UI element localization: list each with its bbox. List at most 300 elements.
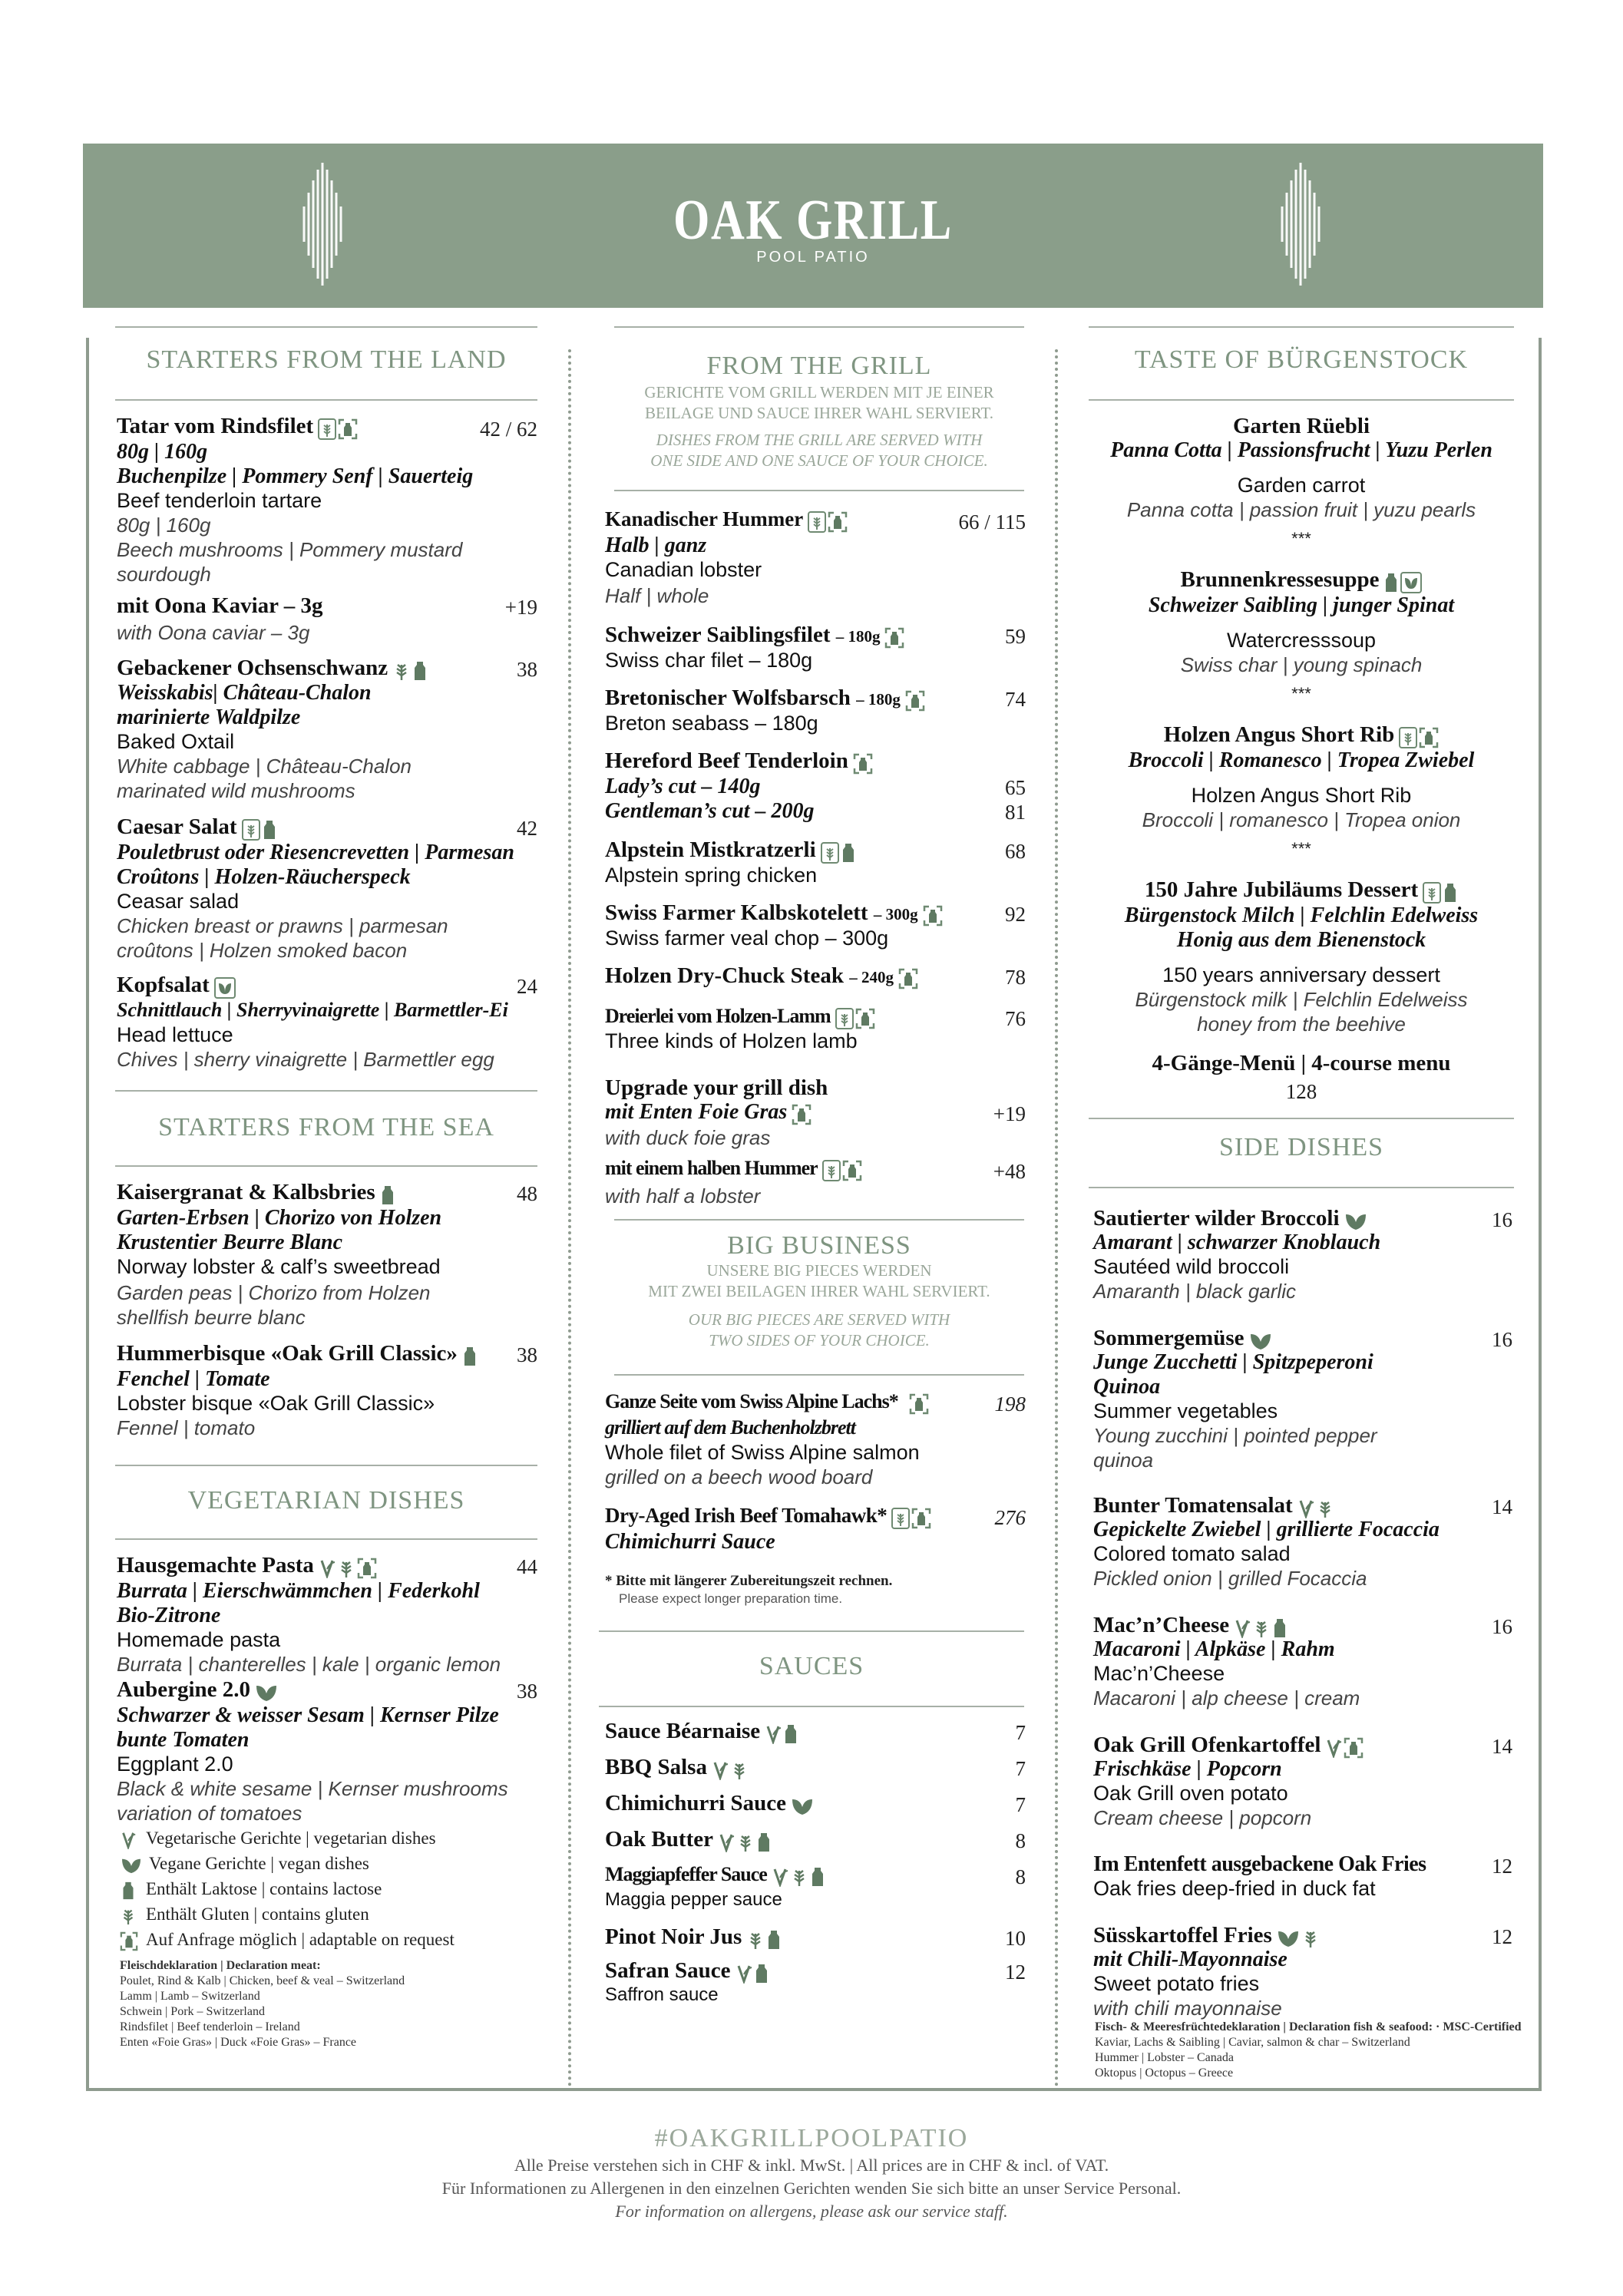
sauce-price: 10 (1005, 1927, 1026, 1950)
allergen-icons (745, 1926, 782, 1951)
fish-declaration: Oktopus | Octopus – Greece (1095, 2066, 1234, 2080)
section-rule (115, 326, 537, 328)
dish-en: Baked Oxtail (117, 730, 235, 753)
dish-price: 198 (994, 1392, 1026, 1416)
menu-price: 128 (1285, 1080, 1317, 1103)
dish-desc: Panna Cotta | Passionsfrucht | Yuzu Perlen (1110, 438, 1492, 462)
allergen-icons (316, 415, 358, 440)
adaptable-icon (792, 1104, 812, 1125)
adaptable-icon (357, 1558, 377, 1579)
section-rule (1089, 1187, 1514, 1188)
dish-en: Sautéed wild broccoli (1093, 1255, 1290, 1278)
dish-en: Three kinds of Holzen lamb (605, 1029, 858, 1052)
dish-en-desc: Garden peas | Chorizo from Holzen (117, 1281, 431, 1304)
section-title-sea: STARTERS FROM THE SEA (158, 1113, 494, 1141)
section-title-taste: TASTE OF BÜRGENSTOCK (1134, 345, 1469, 374)
sauce-price: 8 (1015, 1829, 1026, 1852)
dish-en-desc: variation of tomatoes (117, 1802, 302, 1825)
dish-en-desc: grilled on a beech wood board (605, 1465, 873, 1488)
dish-price: 78 (1005, 966, 1026, 989)
dish-en: Head lettuce (117, 1023, 233, 1046)
gluten-icon (821, 842, 839, 864)
wheat-icon (1252, 1617, 1271, 1639)
dish-en-desc: Bürgenstock milk | Felchlin Edelweiss (1135, 988, 1468, 1011)
dish-desc: Quinoa (1093, 1375, 1161, 1399)
adaptable-icon (909, 1393, 929, 1415)
section-rule (1089, 326, 1514, 328)
adaptable-icon (884, 627, 904, 649)
lactose-icon (756, 1832, 772, 1853)
sauce-price: 8 (1015, 1865, 1026, 1888)
footnote-en: Please expect longer preparation time. (619, 1591, 843, 1606)
allergen-icons (391, 657, 428, 682)
section-rule (115, 1090, 537, 1092)
allergen-icons (1232, 1614, 1287, 1639)
dish-desc: Macaroni | Alpkäse | Rahm (1093, 1637, 1335, 1661)
adaptable-icon (898, 968, 918, 989)
dish-en: Summer vegetables (1093, 1399, 1278, 1422)
dish-en: Colored tomato salad (1093, 1542, 1291, 1565)
sauce-en: Saffron sauce (605, 1984, 719, 2005)
dish-en-desc: with duck foie gras (605, 1126, 771, 1149)
allergen-icons (834, 1006, 875, 1029)
big-note: MIT ZWEI BEILAGEN IHRER WAHL SERVIERT. (648, 1282, 990, 1300)
dish-price: +19 (504, 596, 537, 619)
dish-en: Beef tenderloin tartare (117, 489, 322, 512)
legend-vegan: Vegane Gerichte | vegan dishes (120, 1854, 369, 1875)
lactose-icon (754, 1963, 769, 1984)
dish-price: 66 / 115 (958, 510, 1026, 534)
dish-name: Bretonischer Wolfsbarsch – 180g (605, 686, 925, 712)
vegetarian-icon (765, 1724, 782, 1744)
allergen-icons (921, 902, 943, 927)
dish-desc: Weisskabis| Château-Chalon (117, 681, 372, 705)
dish-price: 65 (1005, 776, 1026, 799)
dish-en: 150 years anniversary dessert (1162, 963, 1440, 986)
sauce-name: BBQ Salsa (605, 1756, 749, 1781)
dish-en: Ceasar salad (117, 890, 240, 913)
dish-price: 276 (994, 1506, 1026, 1529)
sauce-price: 12 (1005, 1961, 1026, 1984)
leaf-icon (791, 1796, 814, 1816)
dish-price: 16 (1492, 1328, 1512, 1351)
dish-price: 24 (517, 975, 537, 998)
dish-name: Dreierlei vom Holzen-Lamm (605, 1006, 875, 1029)
dish-price: 38 (517, 658, 537, 681)
lactose-icon (1443, 882, 1458, 904)
dish-price: 14 (1492, 1735, 1512, 1758)
wheat-icon (790, 1866, 808, 1888)
gluten-icon (318, 418, 336, 440)
leaf-icon (255, 1683, 278, 1703)
restaurant-title: OAK GRILL (673, 189, 953, 252)
dish-price: 68 (1005, 840, 1026, 863)
dish-en: Breton seabass – 180g (605, 712, 818, 735)
dish-name: mit einem halben Hummer (605, 1158, 862, 1181)
dish-desc: Amarant | schwarzer Knoblauch (1093, 1231, 1381, 1254)
header-banner (83, 144, 1543, 308)
dish-name: Mac’n’Cheese (1093, 1614, 1287, 1639)
gluten-icon (242, 819, 260, 841)
footnote-de: * Bitte mit längerer Zubereitungszeit rechnen. (605, 1573, 893, 1589)
sauce-name: Safran Sauce (605, 1959, 769, 1984)
dish-en-desc: Fennel | tomato (117, 1416, 256, 1439)
sauce-name: Oak Butter (605, 1828, 772, 1853)
grill-note-en: ONE SIDE AND ONE SAUCE OF YOUR CHOICE. (650, 451, 988, 470)
dish-en-desc: Chives | sherry vinaigrette | Barmettler egg (117, 1048, 494, 1071)
lactose-icon (262, 819, 277, 841)
dish-desc: Krustentier Beurre Blanc (117, 1231, 343, 1254)
dish-price: 92 (1005, 903, 1026, 926)
footer-allergen-note-en: For information on allergens, please ask our service staff. (615, 2202, 1008, 2221)
dish-name: Kopfsalat (117, 973, 236, 999)
sauce-name: Sauce Béarnaise (605, 1720, 798, 1745)
section-rule (614, 1219, 1024, 1221)
dish-price: 16 (1492, 1615, 1512, 1638)
vegetarian-icon (319, 1558, 336, 1578)
big-note-en: OUR BIG PIECES ARE SERVED WITH (688, 1310, 950, 1329)
dish-en: Swiss farmer veal chop – 300g (605, 927, 889, 950)
dish-en: Sweet potato fries (1093, 1972, 1260, 1995)
dish-name: Kaisergranat & Kalbsbries (117, 1181, 395, 1206)
dish-en-desc: Panna cotta | passion fruit | yuzu pearls (1126, 498, 1476, 521)
adaptable-icon (842, 1160, 862, 1181)
allergen-icons (317, 1554, 377, 1579)
grill-note: BEILAGE UND SAUCE IHRER WAHL SERVIERT. (645, 404, 993, 422)
dish-en-desc: Beech mushrooms | Pommery mustard (117, 538, 463, 561)
dish-desc: mit Chili-Mayonnaise (1093, 1947, 1287, 1971)
dish-en: Mac’n’Cheese (1093, 1662, 1225, 1685)
separator-stars: *** (1291, 839, 1311, 858)
dish-en-desc: marinated wild mushrooms (117, 779, 355, 802)
dish-desc: Lady’s cut – 140g (605, 775, 761, 798)
dish-desc: Halb | ganz (605, 534, 707, 557)
wheat-icon (1301, 1928, 1320, 1949)
allergen-icons (716, 1829, 772, 1853)
dish-name: Ganze Seite vom Swiss Alpine Lachs* (605, 1391, 929, 1415)
dish-name: Holzen Angus Short Rib (1089, 723, 1514, 748)
dish-en-desc: Young zucchini | pointed pepper (1093, 1424, 1377, 1447)
dish-name: Dry-Aged Irish Beef Tomahawk* (605, 1505, 931, 1529)
upgrade-title: Upgrade your grill dish (605, 1075, 828, 1100)
meat-declaration: Schwein | Pork – Switzerland (120, 2005, 265, 2018)
separator-stars: *** (1291, 529, 1311, 548)
hashtag: #OAKGRILLPOOLPATIO (654, 2124, 969, 2152)
allergen-icons (907, 1392, 929, 1415)
dish-en-desc: Amaranth | black garlic (1093, 1280, 1296, 1303)
dish-desc: Schweizer Saibling | junger Spinat (1148, 593, 1455, 617)
gluten-icon (835, 1008, 854, 1029)
allergen-icons (378, 1181, 395, 1206)
meat-declaration: Lamm | Lamb – Switzerland (120, 1990, 260, 2003)
adaptable-icon (905, 690, 925, 712)
leaf-icon (120, 1856, 143, 1875)
wheat-icon (337, 1558, 355, 1579)
adaptable-icon (911, 1508, 931, 1529)
lactose-icon (841, 842, 856, 864)
section-title-sauces: SAUCES (759, 1652, 864, 1680)
dish-en: Norway lobster & calf’s sweetbread (117, 1255, 441, 1278)
allergen-icons (734, 1960, 769, 1984)
section-rule (599, 1630, 1024, 1632)
dish-name: Hereford Beef Tenderloin (605, 749, 873, 775)
dish-en-desc: Swiss char | young spinach (1180, 653, 1423, 676)
allergen-icons (1296, 1495, 1334, 1519)
dish-name: Aubergine 2.0 (117, 1678, 278, 1703)
adaptable-icon (855, 1008, 875, 1029)
dish-en-desc: Burrata | chanterelles | kale | organic lemon (117, 1653, 501, 1676)
adaptable-icon (923, 905, 943, 927)
dish-desc: Frischkäse | Popcorn (1093, 1757, 1282, 1781)
vegetarian-icon (1297, 1498, 1314, 1518)
section-rule (1089, 399, 1514, 401)
adaptable-icon (1344, 1737, 1364, 1759)
dish-en: Watercresssoup (1226, 629, 1377, 652)
leaf-icon (1344, 1211, 1367, 1231)
allergen-icons (213, 974, 236, 999)
legend-lactose: Enthält Laktose | contains lactose (120, 1879, 382, 1901)
wheat-icon (120, 1906, 137, 1926)
dish-en-desc: Chicken breast or prawns | parmesan (117, 914, 448, 937)
dish-name: Bunter Tomatensalat (1093, 1494, 1334, 1519)
sauce-name: Maggiapfeffer Sauce (605, 1864, 825, 1888)
allergen-icons (253, 1679, 278, 1703)
adaptable-icon (338, 418, 358, 440)
dish-name: Garten Rüebli (1232, 414, 1370, 438)
separator-stars: *** (1291, 684, 1311, 703)
sauce-price: 7 (1015, 1721, 1026, 1744)
allergen-icons (789, 1792, 814, 1817)
dish-en-desc: with chili mayonnaise (1093, 1997, 1282, 2020)
adaptable-icon (1419, 727, 1439, 748)
lactose-icon (1383, 572, 1399, 593)
leaf-icon (1249, 1331, 1272, 1351)
dish-en: Eggplant 2.0 (117, 1753, 233, 1776)
allergen-icons (1275, 1924, 1320, 1949)
dish-name: Oak Grill Ofenkartoffel (1093, 1733, 1364, 1759)
sauce-en: Maggia pepper sauce (605, 1889, 782, 1910)
allergen-icons (904, 687, 925, 712)
vegetarian-icon (120, 1831, 137, 1849)
dish-desc: bunte Tomaten (117, 1728, 250, 1752)
section-rule (614, 326, 1024, 328)
allergen-icons (1248, 1327, 1272, 1352)
lactose-icon (1272, 1617, 1287, 1639)
legend-adaptable: Auf Anfrage möglich | adaptable on request (120, 1930, 455, 1951)
dish-name: Gebackener Ochsenschwanz (117, 656, 428, 682)
dish-desc: Honig aus dem Bienenstock (1176, 928, 1426, 952)
dish-name: Im Entenfett ausgebackene Oak Fries (1093, 1852, 1426, 1876)
dish-price: +19 (993, 1102, 1026, 1125)
dish-name: Sautierter wilder Broccoli (1093, 1207, 1367, 1232)
dish-desc: Croûtons | Holzen-Räucherspeck (117, 865, 411, 889)
gluten-icon (1399, 727, 1417, 748)
vegetarian-icon (1234, 1618, 1251, 1638)
adaptable-icon (120, 1931, 138, 1951)
allergen-icons (1343, 1207, 1367, 1232)
dish-en: Swiss char filet – 180g (605, 649, 813, 672)
dish-en: Garden carrot (1237, 474, 1366, 497)
vegetarian-icon (712, 1760, 729, 1780)
section-title-land: STARTERS FROM THE LAND (146, 345, 507, 374)
column-divider (1055, 349, 1058, 2088)
dish-desc: 80g | 160g (117, 440, 208, 464)
allergen-icons (1397, 724, 1439, 748)
fish-declaration-title: Fisch- & Meeresfrüchtedeklaration | Declaration fish & seafood: · MSC-Certified (1095, 2020, 1522, 2033)
dish-name: Sommergemüse (1093, 1326, 1272, 1352)
vegan-icon (1400, 572, 1422, 593)
allergen-icons (1382, 569, 1422, 593)
allergen-icons (1421, 879, 1458, 904)
dish-desc: Pouletbrust oder Riesencrevetten | Parmesan (117, 841, 514, 864)
dish-en: Canadian lobster (605, 558, 762, 581)
dish-en: Homemade pasta (117, 1628, 281, 1651)
section-rule (115, 1538, 537, 1540)
vegetarian-icon (735, 1964, 752, 1984)
dish-en-desc: Black & white sesame | Kernser mushrooms (117, 1777, 508, 1800)
restaurant-subtitle: POOL PATIO (756, 249, 870, 266)
vegetarian-icon (718, 1832, 735, 1852)
lactose-icon (412, 660, 428, 682)
dish-en-desc: Broccoli | romanesco | Tropea onion (1142, 808, 1461, 831)
allergen-icons (1324, 1734, 1364, 1759)
allergen-icons (819, 839, 856, 864)
dish-price: 76 (1005, 1007, 1026, 1030)
vegan-icon (214, 977, 236, 999)
sauce-price: 7 (1015, 1757, 1026, 1780)
dish-price: +48 (993, 1160, 1026, 1183)
legend-vegetarian: Vegetarische Gerichte | vegetarian dishes (120, 1829, 436, 1849)
grill-note-en: DISHES FROM THE GRILL ARE SERVED WITH (656, 431, 983, 449)
dish-name: Schweizer Saiblingsfilet – 180g (605, 623, 904, 649)
wheat-icon (736, 1832, 755, 1853)
dish-price: 38 (517, 1343, 537, 1366)
dish-en: Oak fries deep-fried in duck fat (1093, 1877, 1376, 1900)
vegetarian-icon (772, 1867, 788, 1887)
section-rule (115, 399, 537, 401)
allergen-icons (763, 1720, 798, 1745)
dish-en-desc: shellfish beurre blanc (117, 1306, 306, 1329)
sauce-price: 7 (1015, 1793, 1026, 1816)
allergen-icons (821, 1158, 862, 1181)
dish-price: 12 (1492, 1855, 1512, 1878)
dish-en-desc: 80g | 160g (117, 514, 211, 537)
leaf-icon (1277, 1928, 1300, 1948)
dish-name: mit Oona Kaviar – 3g (117, 593, 323, 618)
section-rule (614, 1374, 1024, 1376)
meat-declaration: Enten «Foie Gras» | Duck «Foie Gras» – France (120, 2036, 357, 2049)
lactose-icon (120, 1881, 137, 1901)
dish-price: 59 (1005, 625, 1026, 648)
dish-name: Tatar vom Rindsfilet (117, 415, 358, 440)
dish-name: Brunnenkressesuppe (1089, 568, 1514, 593)
section-rule (1089, 1118, 1514, 1119)
allergen-icons (897, 965, 918, 989)
dish-en: Lobster bisque «Oak Grill Classic» (117, 1392, 435, 1415)
lactose-icon (766, 1929, 782, 1951)
dish-desc: marinierte Waldpilze (117, 705, 301, 729)
dish-name: Holzen Dry-Chuck Steak – 240g (605, 964, 918, 989)
dish-en-desc: Pickled onion | grilled Focaccia (1093, 1567, 1367, 1590)
section-title-veg: VEGETARIAN DISHES (187, 1486, 465, 1515)
dish-price: 16 (1492, 1208, 1512, 1231)
allergen-icons (883, 624, 904, 649)
section-title-big-business: BIG BUSINESS (727, 1231, 911, 1260)
dish-desc: Fenchel | Tomate (117, 1367, 270, 1391)
lactose-icon (810, 1866, 825, 1888)
fish-declaration: Kaviar, Lachs & Saibling | Caviar, salmon & char – Switzerland (1095, 2036, 1410, 2049)
adaptable-icon (828, 511, 848, 533)
section-rule (115, 1165, 537, 1167)
dish-name: Swiss Farmer Kalbskotelett – 300g (605, 901, 943, 927)
allergen-icons (790, 1102, 812, 1125)
section-title-grill: FROM THE GRILL (706, 352, 932, 380)
dish-en: Holzen Angus Short Rib (1191, 784, 1412, 807)
allergen-icons (240, 816, 277, 841)
dish-desc: Junge Zucchetti | Spitzpeperoni (1093, 1350, 1373, 1374)
footer-price-note: Alle Preise verstehen sich in CHF & inkl. MwSt. | All prices are in CHF & incl. of VAT. (514, 2156, 1109, 2175)
dish-desc: Burrata | Eierschwämmchen | Federkohl (117, 1579, 480, 1603)
big-note-en: TWO SIDES OF YOUR CHOICE. (709, 1331, 930, 1350)
dish-price: 81 (1005, 801, 1026, 824)
fish-declaration: Hummer | Lobster – Canada (1095, 2051, 1234, 2064)
sauce-name: Pinot Noir Jus (605, 1925, 782, 1951)
dish-price: 48 (517, 1182, 537, 1205)
gluten-icon (891, 1508, 910, 1529)
gluten-icon (1423, 882, 1441, 904)
dish-desc: Bio-Zitrone (117, 1604, 221, 1627)
dish-name: Hausgemachte Pasta (117, 1554, 377, 1579)
dish-en-desc: Cream cheese | popcorn (1093, 1806, 1312, 1829)
dish-name: Kanadischer Hummer (605, 508, 848, 533)
dish-en-desc: sourdough (117, 563, 211, 586)
dish-price: 44 (517, 1555, 537, 1578)
dish-en-desc: with Oona caviar – 3g (117, 621, 310, 644)
dish-desc: mit Enten Foie Gras (605, 1101, 812, 1125)
dish-en: Oak Grill oven potato (1093, 1782, 1288, 1805)
dish-name: Süsskartoffel Fries (1093, 1924, 1320, 1949)
grill-note: GERICHTE VOM GRILL WERDEN MIT JE EINER (644, 383, 994, 401)
dish-name: 150 Jahre Jubiläums Dessert (1089, 878, 1514, 904)
section-rule (599, 1706, 1024, 1707)
legend-gluten: Enthält Gluten | contains gluten (120, 1905, 369, 1926)
allergen-icons (890, 1505, 931, 1529)
meat-declaration: Poulet, Rind & Kalb | Chicken, beef & veal – Switzerland (120, 1974, 405, 1987)
dish-en-desc: croûtons | Holzen smoked bacon (117, 939, 408, 962)
dish-price: 42 (517, 817, 537, 840)
dish-en: Whole filet of Swiss Alpine salmon (605, 1441, 920, 1464)
dish-name: Caesar Salat (117, 815, 277, 841)
right-emblem-icon (1273, 159, 1328, 289)
lactose-icon (783, 1723, 798, 1745)
dish-price: 38 (517, 1680, 537, 1703)
dish-name: Hummerbisque «Oak Grill Classic» (117, 1342, 478, 1367)
dish-desc: Broccoli | Romanesco | Tropea Zwiebel (1128, 748, 1475, 772)
meat-declaration-title: Fleischdeklaration | Declaration meat: (120, 1959, 321, 1972)
lactose-icon (380, 1184, 395, 1206)
wheat-icon (392, 660, 411, 682)
allergen-icons (851, 750, 873, 775)
dish-name: Alpstein Mistkratzerli (605, 838, 856, 864)
sauce-name: Chimichurri Sauce (605, 1792, 814, 1817)
meat-declaration: Rindsfilet | Beef tenderloin – Ireland (120, 2020, 300, 2033)
column-divider (568, 349, 571, 2088)
dish-price: 12 (1492, 1925, 1512, 1948)
wheat-icon (730, 1759, 749, 1781)
dish-desc: Gentleman’s cut – 200g (605, 799, 815, 823)
dish-en: Alpstein spring chicken (605, 864, 818, 887)
gluten-icon (822, 1160, 841, 1181)
